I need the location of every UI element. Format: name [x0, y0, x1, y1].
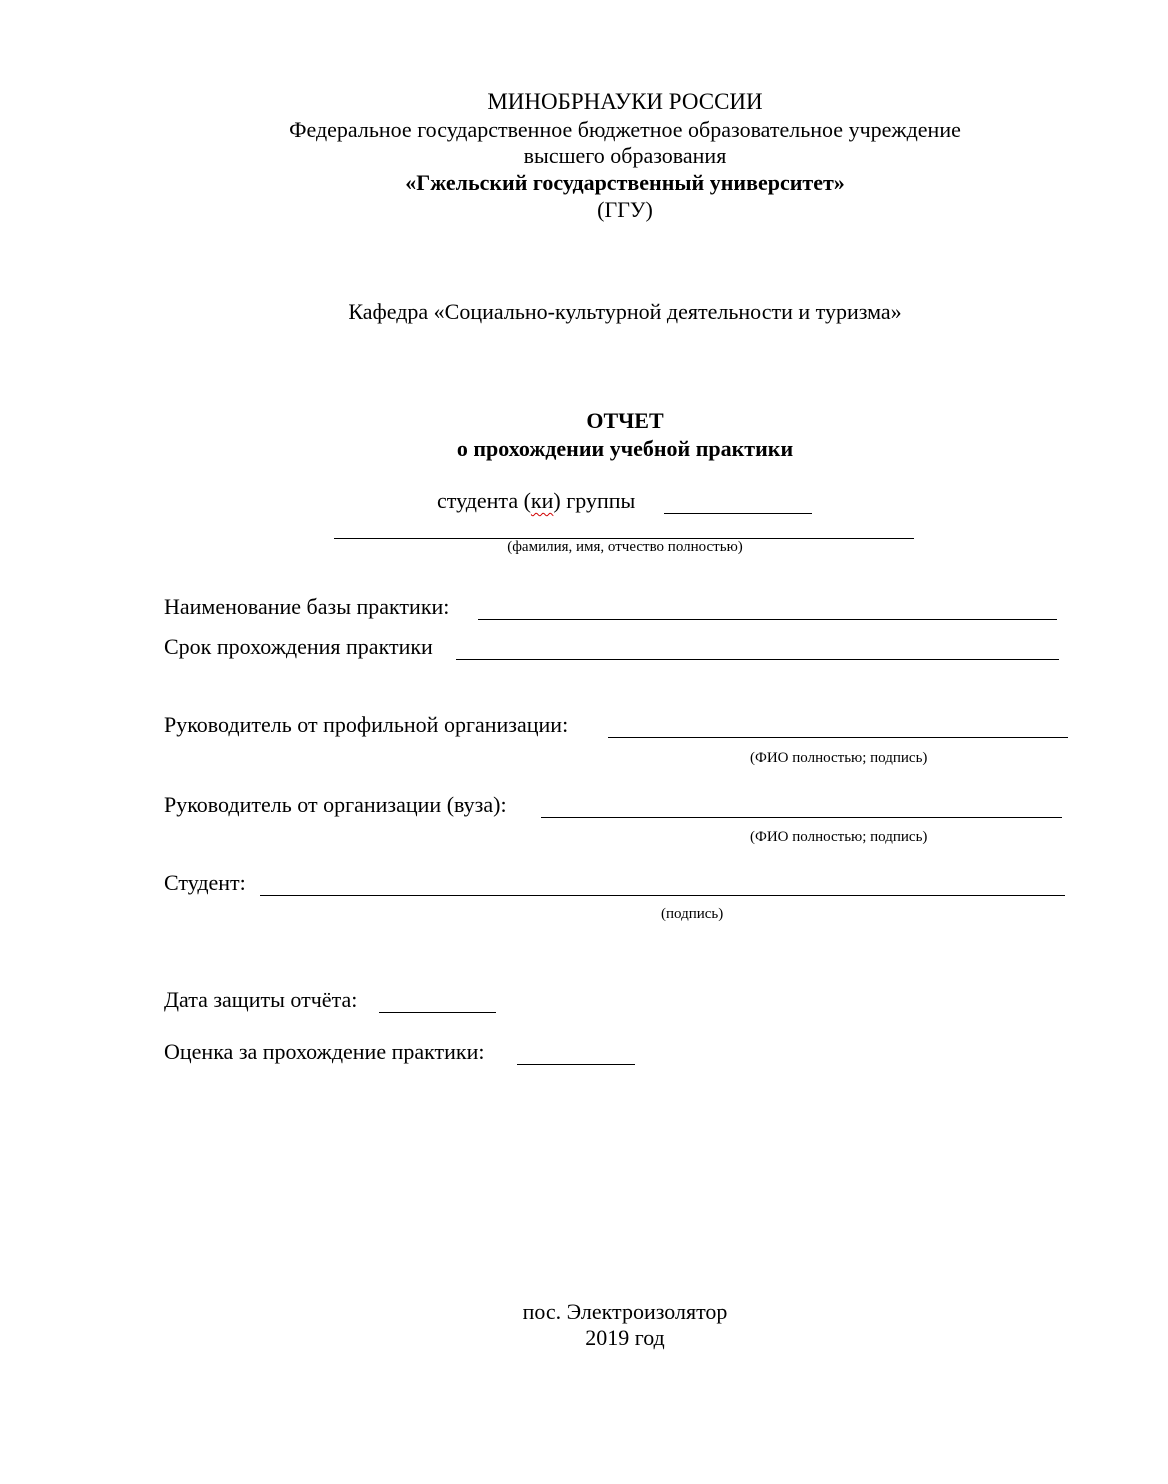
defense-date-label: Дата защиты отчёта: [164, 987, 358, 1012]
place-line: пос. Электроизолятор [522, 1299, 728, 1324]
practice-period-label: Срок прохождения практики [164, 634, 433, 659]
education-level-line: высшего образования [523, 143, 727, 168]
student-group-label [437, 490, 635, 512]
student-group-after: ) группы [553, 488, 636, 513]
full-name-hint: (фамилия, имя, отчество полностью) [507, 539, 743, 555]
org-supervisor-blank[interactable] [608, 737, 1068, 738]
uni-supervisor-hint: (ФИО полностью; подпись) [750, 829, 928, 845]
org-supervisor-label: Руководитель от профильной организации: [164, 712, 569, 737]
uni-supervisor-label: Руководитель от организации (вуза): [164, 792, 507, 817]
uni-supervisor-blank[interactable] [541, 817, 1062, 818]
institution-type-line: Федеральное государственное бюджетное образовательное учреждение [289, 117, 961, 142]
group-number-blank[interactable] [664, 513, 812, 514]
university-name: «Гжельский государственный университет» [405, 170, 845, 195]
department-line: Кафедра «Социально-культурной деятельности и туризма» [348, 299, 902, 324]
student-label: Студент: [164, 870, 246, 895]
practice-base-label: Наименование базы практики: [164, 594, 450, 619]
org-supervisor-hint: (ФИО полностью; подпись) [750, 750, 928, 766]
practice-base-blank[interactable] [478, 619, 1057, 620]
grade-label: Оценка за прохождение практики: [164, 1039, 485, 1064]
student-signature-blank[interactable] [260, 895, 1065, 896]
report-subtitle: о прохождении учебной практики [456, 436, 794, 461]
defense-date-blank[interactable] [379, 1012, 496, 1013]
report-title: ОТЧЕТ [586, 408, 664, 433]
spellcheck-marked-suffix: ки [530, 488, 554, 513]
student-group-prefix: студента ( [437, 488, 531, 513]
year-line: 2019 год [585, 1325, 665, 1350]
ministry-line: МИНОБРНАУКИ РОССИИ [487, 89, 763, 114]
grade-blank[interactable] [517, 1064, 635, 1065]
student-signature-hint: (подпись) [661, 906, 724, 922]
practice-period-blank[interactable] [456, 659, 1059, 660]
university-abbr: (ГГУ) [597, 197, 653, 222]
